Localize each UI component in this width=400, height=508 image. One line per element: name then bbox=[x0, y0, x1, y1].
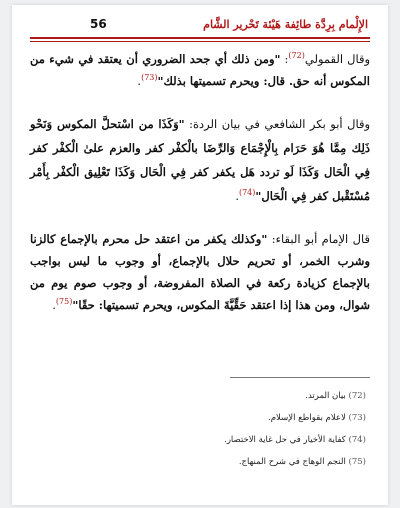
footnote-item bbox=[30, 385, 366, 407]
footnotes bbox=[30, 385, 366, 473]
body-text bbox=[30, 45, 370, 316]
footnote-number: (72) bbox=[348, 391, 366, 401]
footnote-text: بيان المرتد. bbox=[305, 391, 346, 401]
footnote-ref[interactable]: (75) bbox=[55, 297, 73, 307]
page-number: 56 bbox=[90, 17, 107, 31]
footnote-ref[interactable]: (72) bbox=[288, 51, 305, 61]
footnote-ref[interactable]: (74) bbox=[238, 188, 256, 198]
paragraph-abu-bakr bbox=[30, 112, 370, 208]
footnote-item bbox=[30, 429, 366, 451]
page-header bbox=[32, 13, 368, 35]
paragraph-abu-al-baqa bbox=[30, 228, 370, 316]
footnote-separator bbox=[230, 377, 370, 378]
quotation: "وكذلك يكفر من اعتقد حل محرم بالإجماع كالزنا وشرب الخمر، أو تحريم حلال بالإجماع، أو وجوب ما ليس بواجب بالإجماع كزيادة ركعة في الصلاة المفروضة، أو وجوب صوم يوم من شوال، ومن هذا إذا اعتقد حَقِّيَّةَ المكوس، ويحرم تسميتها: حقًا" bbox=[30, 232, 370, 312]
footnote-text: لاعلام بقواطع الإسلام. bbox=[268, 413, 346, 423]
footnote-number: (73) bbox=[348, 413, 366, 423]
quotation: "ومن ذلك أي جحد الضروري أن يعتقد في شيء من المكوس أنه حق. قال: ويحرم تسميتها بذلك" bbox=[30, 52, 370, 88]
paragraph-intro: وقال أبو بكر الشافعي في بيان الردة: bbox=[184, 117, 370, 131]
quotation: "وَكَذَا من اسْتحلَّ المكوس وَنَحْو ذَلِك مِمَّا هُوَ حَرَام بِالْإِجْمَاع وَالرِّضَا بالْكفْر كفر والعزم علىٰ الْكفْر كفر فِي الْحَال وَكَذَا لَو تردد هَل يكفر كفر فِي الْحَال وَكَذَا تَعْلِيق الْكفْر بِأَمْر مُسْتَقْبل كفر فِي الْحَال" bbox=[30, 117, 370, 203]
paragraph-intro: قال الإمام أبو البقاء: bbox=[267, 232, 370, 246]
footnote-number: (75) bbox=[348, 457, 366, 467]
header-rule-thin bbox=[30, 41, 370, 42]
footnote-text: كفاية الأخيار في حل غاية الاختصار. bbox=[224, 435, 346, 445]
paragraph-intro: وقال القمولي bbox=[304, 52, 371, 66]
footnote-item bbox=[30, 407, 366, 429]
document-page bbox=[12, 5, 388, 505]
footnote-text: النجم الوهاج في شرح المنهاج. bbox=[238, 457, 346, 467]
header-rule bbox=[30, 37, 370, 39]
paragraph-qamuli bbox=[30, 45, 370, 92]
paragraph-end: . bbox=[137, 74, 142, 88]
footnote-item bbox=[30, 451, 366, 473]
paragraph-end: . bbox=[52, 298, 56, 312]
paragraph-end: . bbox=[235, 189, 239, 203]
footnote-ref[interactable]: (73) bbox=[141, 73, 158, 83]
paragraph-separator: : bbox=[280, 52, 289, 66]
running-title: الإِلْمام بِرِدَّة طائِفة هَيْئة تَحْرير الشَّام bbox=[203, 17, 368, 31]
footnote-number: (74) bbox=[348, 435, 366, 445]
